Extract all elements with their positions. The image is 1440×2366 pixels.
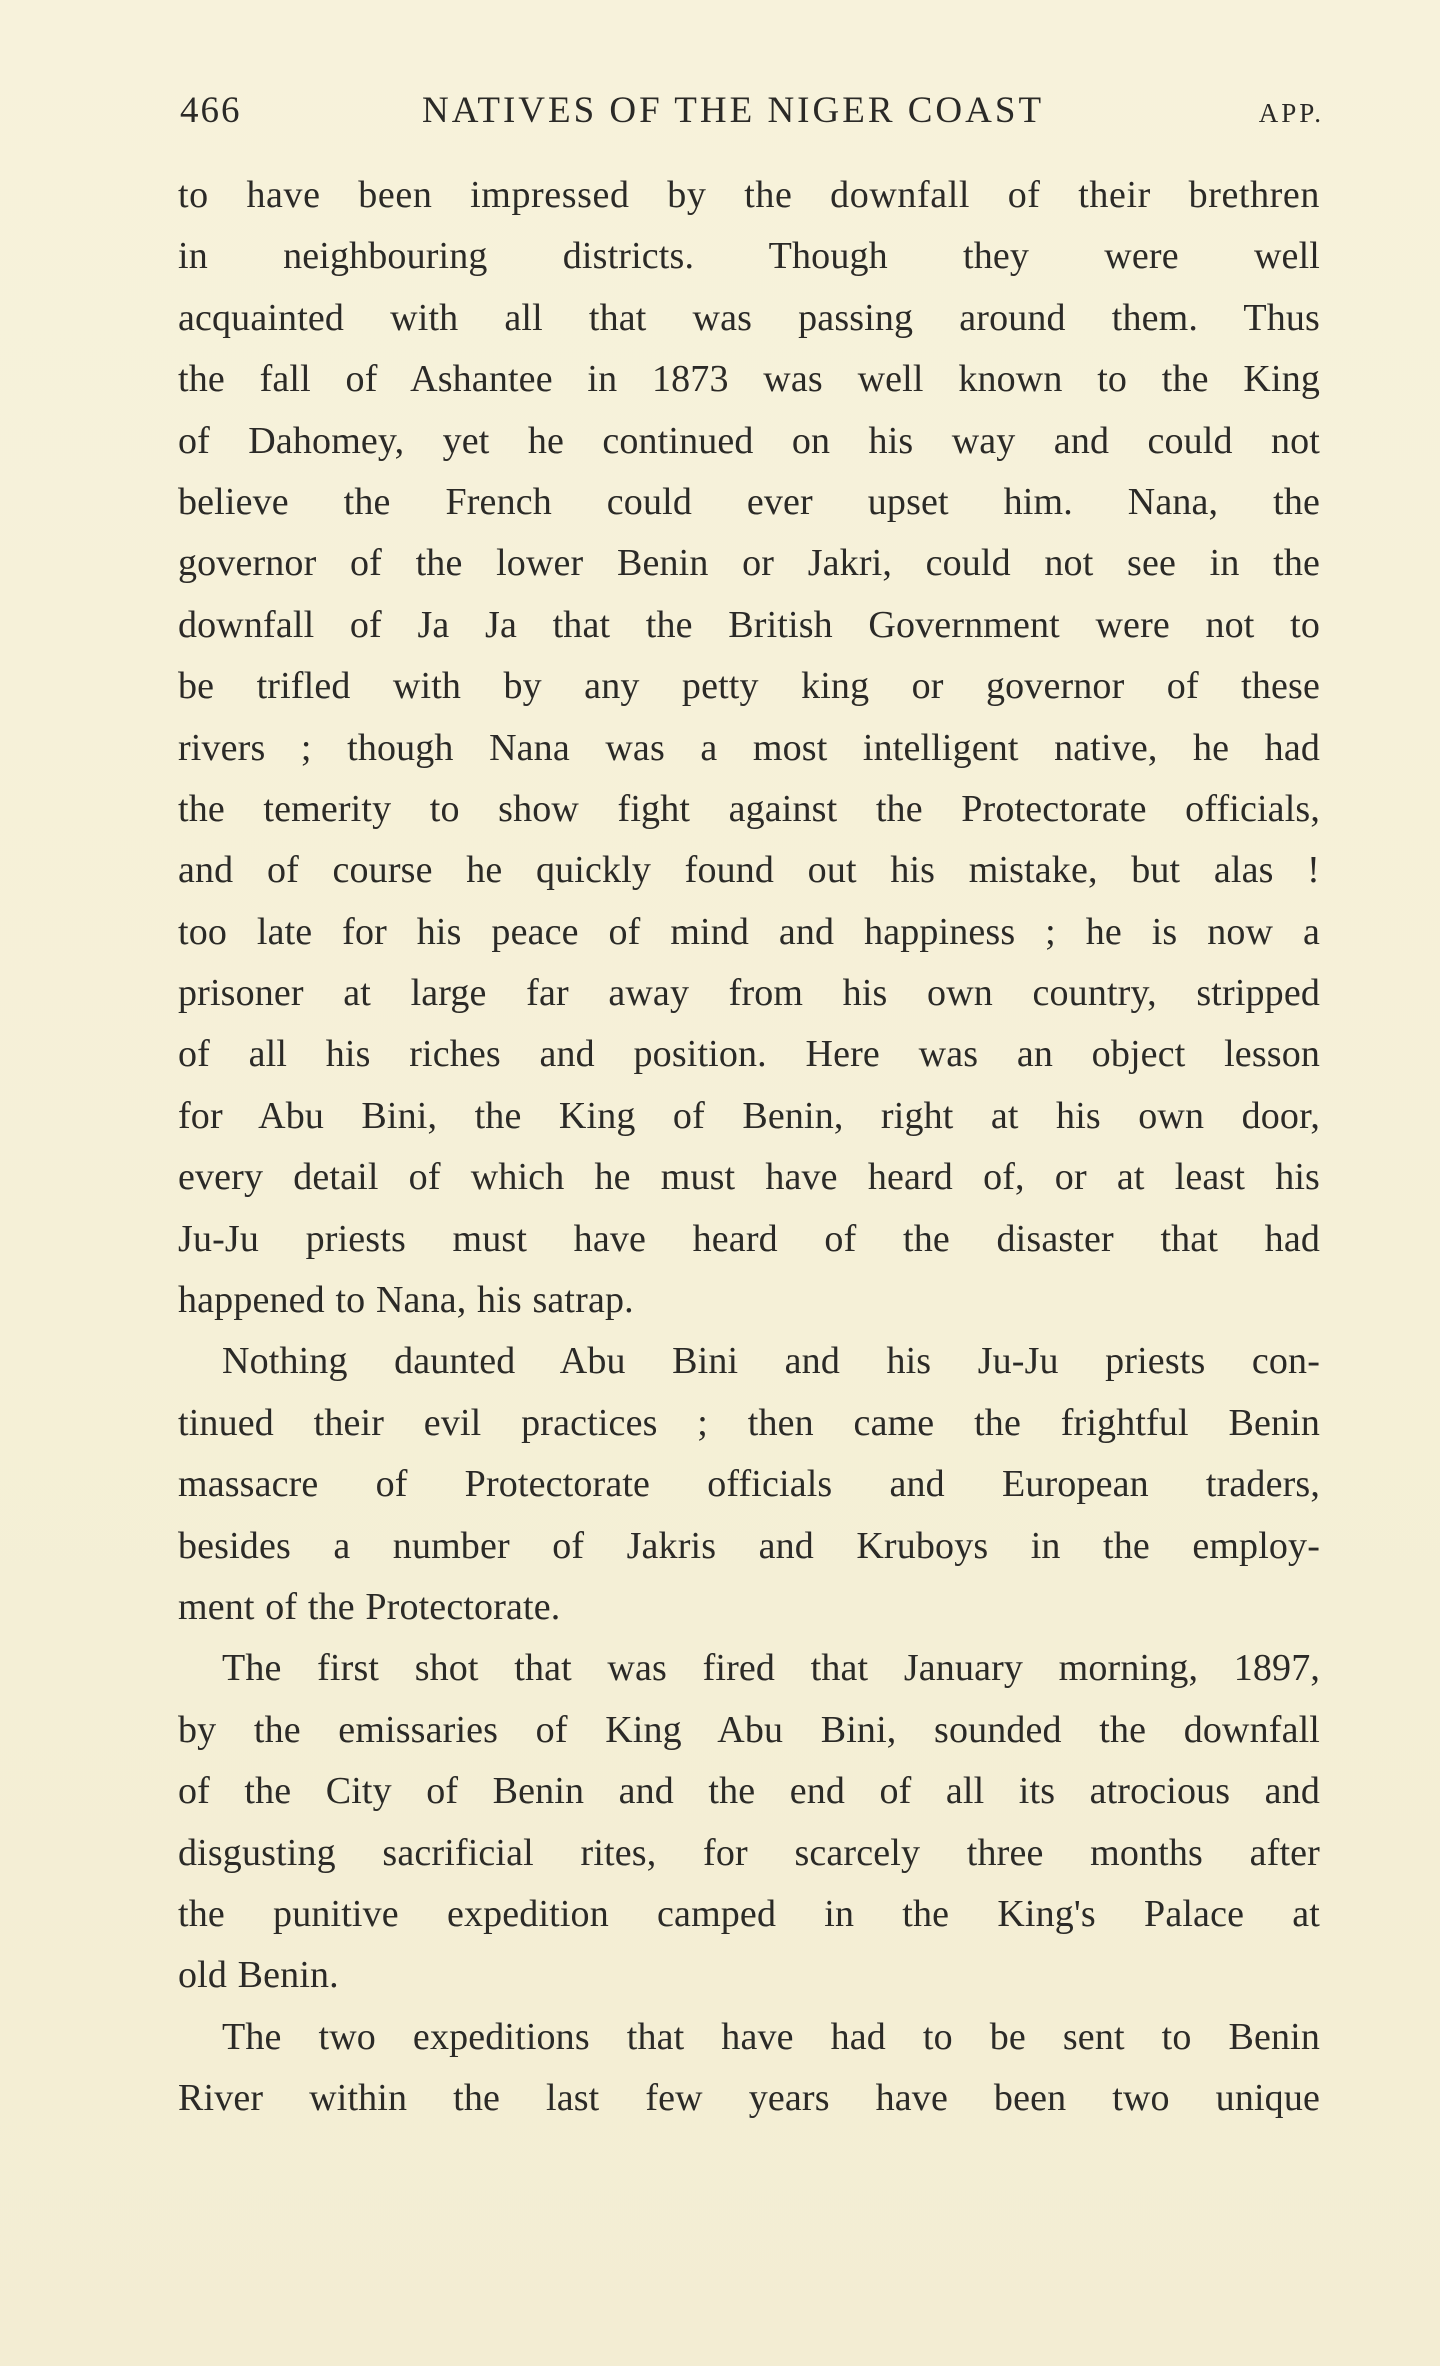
- text-line: for Abu Bini, the King of Benin, right at his own door,: [178, 1094, 1320, 1137]
- text-line: believe the French could ever upset him. Nana, the: [178, 480, 1320, 523]
- text-line: the fall of Ashantee in 1873 was well known to the King: [178, 358, 1320, 401]
- text-line: old Benin.: [178, 1954, 339, 1997]
- text-line: massacre of Protectorate officials and European traders,: [178, 1463, 1320, 1506]
- text-line: governor of the lower Benin or Jakri, could not see in the: [178, 542, 1320, 585]
- text-line: happened to Nana, his satrap.: [178, 1279, 634, 1322]
- text-line: besides a number of Jakris and Kruboys in the employ-: [178, 1524, 1320, 1567]
- text-line: to have been impressed by the downfall of their brethren: [178, 174, 1320, 216]
- text-line: prisoner at large far away from his own country, stripped: [178, 972, 1320, 1015]
- text-line: too late for his peace of mind and happiness ; he is now a: [178, 910, 1320, 953]
- body-text: [178, 165, 1320, 2130]
- text-line: The first shot that was fired that January morning, 1897,: [222, 1647, 1320, 1690]
- text-line: tinued their evil practices ; then came the frightful Benin: [178, 1401, 1320, 1444]
- section-marker: APP.: [1258, 98, 1324, 128]
- text-line: the temerity to show fight against the Protectorate officials,: [178, 787, 1320, 830]
- text-line: River within the last few years have been two unique: [178, 2077, 1320, 2120]
- text-line: by the emissaries of King Abu Bini, sounded the downfall: [178, 1708, 1320, 1751]
- text-line: of Dahomey, yet he continued on his way and could not: [178, 419, 1320, 462]
- text-line: of the City of Benin and the end of all its atrocious and: [178, 1770, 1320, 1813]
- text-line: be trifled with by any petty king or governor of these: [178, 665, 1320, 708]
- text-line: ment of the Protectorate.: [178, 1585, 561, 1628]
- text-line: of all his riches and position. Here was an object lesson: [178, 1033, 1320, 1076]
- text-line: rivers ; though Nana was a most intelligent native, he had: [178, 726, 1320, 769]
- text-line: Nothing daunted Abu Bini and his Ju-Ju priests con-: [222, 1340, 1320, 1383]
- text-line: every detail of which he must have heard of, or at least his: [178, 1156, 1320, 1199]
- text-line: disgusting sacrificial rites, for scarcely three months after: [178, 1831, 1320, 1874]
- text-line: downfall of Ja Ja that the British Government were not to: [178, 603, 1320, 646]
- running-title: NATIVES OF THE NIGER COAST: [422, 90, 1045, 131]
- text-line: Ju-Ju priests must have heard of the disaster that had: [178, 1217, 1320, 1260]
- running-head: [180, 86, 1330, 136]
- text-line: in neighbouring districts. Though they were well: [178, 235, 1320, 278]
- text-line: the punitive expedition camped in the King's Palace at: [178, 1892, 1320, 1935]
- text-line: acquainted with all that was passing around them. Thus: [178, 296, 1320, 339]
- text-line: and of course he quickly found out his mistake, but alas !: [178, 849, 1320, 892]
- page-number: 466: [180, 90, 242, 131]
- text-line: The two expeditions that have had to be sent to Benin: [222, 2015, 1320, 2058]
